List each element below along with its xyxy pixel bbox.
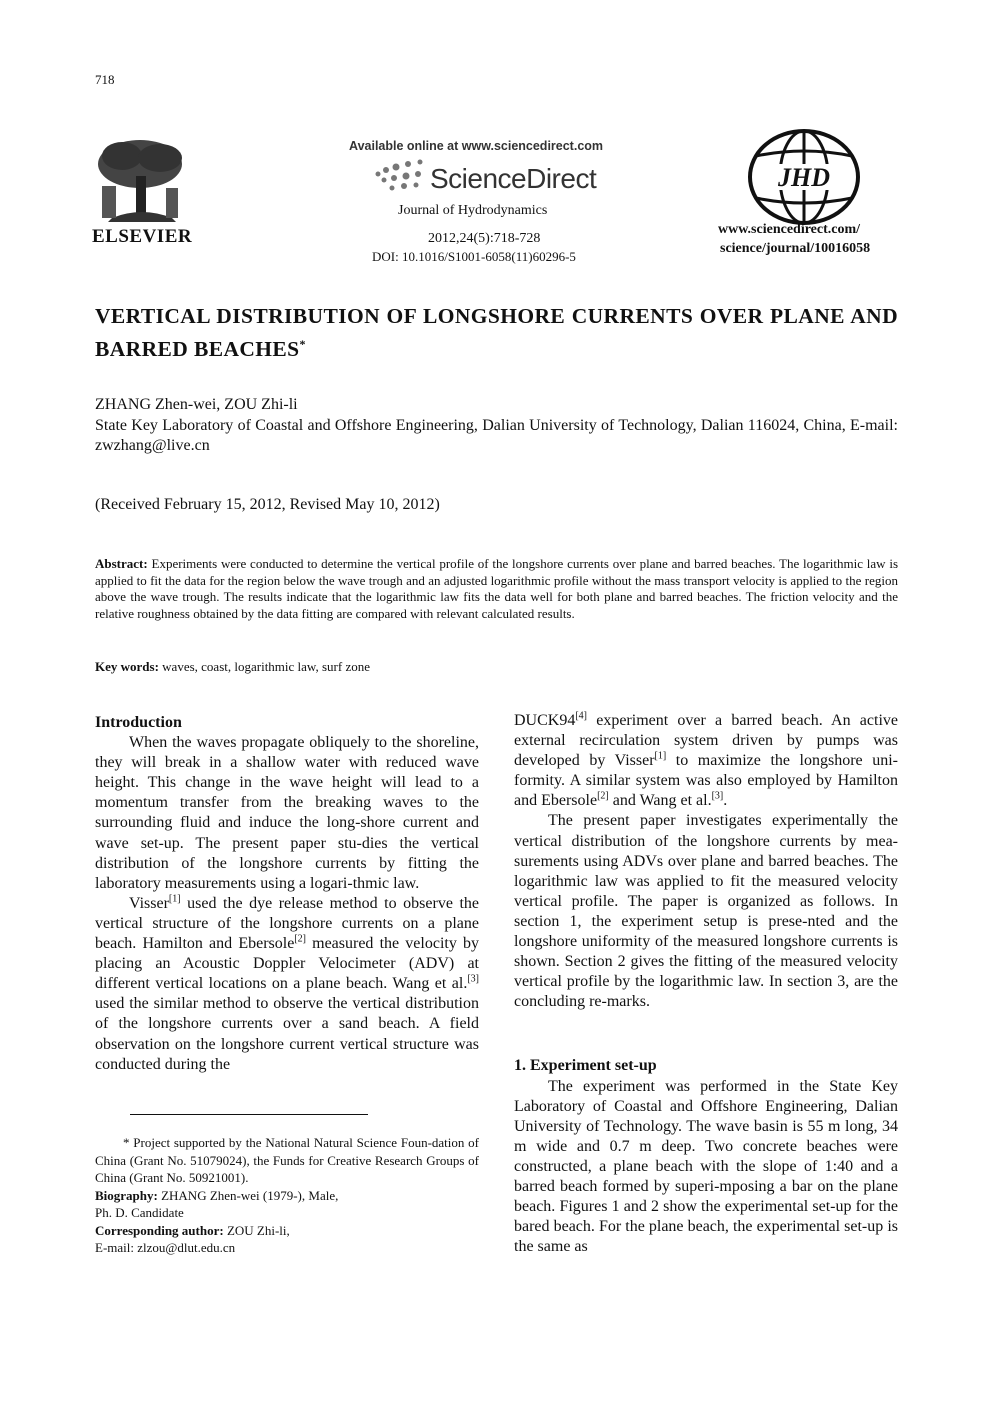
- intro-paragraph-3: DUCK94[4] experiment over a barred beach. An active external recirculation system driven by pumps was developed by Visser[1] to maximize the longshore uni-formity. A similar system was also employed by Hamilton and Ebersole[2] and Wang et al.[3].: [514, 710, 899, 810]
- biography-2: Ph. D. Candidate: [95, 1205, 184, 1220]
- introduction-heading: Introduction: [95, 714, 182, 731]
- sciencedirect-dots-icon: [372, 158, 430, 194]
- abstract: [95, 556, 898, 622]
- left-column: [95, 713, 479, 1075]
- citation-ref[interactable]: [4]: [575, 710, 588, 722]
- section-1-heading: 1. Experiment set-up: [514, 1057, 657, 1075]
- citation-ref[interactable]: [1]: [654, 750, 667, 762]
- keywords: [95, 659, 370, 675]
- biography: Biography: ZHANG Zhen-wei (1979-), Male,: [95, 1187, 339, 1203]
- affiliation: State Key Laboratory of Coastal and Offshore Engineering, Dalian University of Technology, Dalian 116024, China, E-mail: zwzhang@live.cn: [95, 417, 898, 454]
- citation-ref[interactable]: [2]: [597, 791, 609, 803]
- abstract-label: Abstract:: [95, 556, 148, 571]
- journal-name: Journal of Hydrodynamics: [398, 203, 548, 218]
- available-online-text: Available online at www.sciencedirect.com: [349, 139, 604, 153]
- corresponding-email: E-mail: zlzou@dlut.edu.cn: [95, 1240, 236, 1255]
- page-number: 718: [95, 72, 115, 87]
- corresponding-author: Corresponding author: ZOU Zhi-li,: [95, 1222, 290, 1238]
- footnote-divider: [130, 1114, 368, 1115]
- journal-url-line-2: science/journal/10016058: [720, 241, 871, 256]
- paper-title: [95, 302, 898, 363]
- section-1-paragraph-1: The experiment was performed in the State Key Laboratory of Coastal and Offshore Engineering, Dalian University of Technology. The wave basin is 55 m long, 34 m wide and 0.7 m deep. Two concrete beaches were constructed, a plane beach with the slope of 1:40 and a barred beach formed by superi-mposing a bar on the plane beach. Figures 1 and 2 show the experimental set-up for the bared beach. For the plane beach, the experimental set-up is the same as: [514, 1077, 898, 1256]
- paper-title-text: VERTICAL DISTRIBUTION OF LONGSHORE CURRENTS OVER PLANE AND BARRED BEACHES: [95, 304, 898, 362]
- publisher-name: ELSEVIER: [92, 226, 193, 247]
- right-column: [514, 711, 898, 1257]
- sciencedirect-wordmark: ScienceDirect: [430, 163, 597, 194]
- received-dates: (Received February 15, 2012, Revised May 10, 2012): [95, 496, 440, 513]
- title-footnote-mark: *: [299, 337, 306, 351]
- keywords-label: Key words:: [95, 659, 159, 674]
- jhd-logo-text: JHD: [778, 163, 830, 192]
- keywords-text: waves, coast, logarithmic law, surf zone: [162, 659, 370, 674]
- volume-info: 2012,24(5):718-728: [428, 231, 541, 246]
- doi: DOI: 10.1016/S1001-6058(11)60296-5: [372, 249, 576, 264]
- citation-ref[interactable]: [3]: [711, 791, 724, 803]
- citation-ref[interactable]: [3]: [467, 973, 479, 985]
- jhd-globe-logo: [748, 128, 860, 226]
- footnote: [95, 1134, 479, 1257]
- intro-paragraph-2: Visser[1] used the dye release method to observe the vertical structure of the longshore currents on a plane beach. Hamilton and Ebersole[2] measured the velocity by placing an Acoustic Doppler Velocimeter (ADV) at different vertical locations on a plane beach. Wang et al.[3] used the similar method to observe the vertical distribution of the longshore currents over a sand beach. A field observation on the longshore current vertical structure was conducted during the: [95, 893, 479, 1073]
- intro-paragraph-4: The present paper investigates experimentally the vertical distribution of the longshore currents by mea-surements using ADVs over plane and barred beaches. The logarithmic law was applied to fit the measured velocity vertical profile. The paper is organized as follows. In section 1, the experiment setup is prese-nted and the longshore uniformity of the measured longshore currents is shown. Section 2 gives the fitting of the measured velocity vertical profile by the logarithmic law. In section 3, are the concluding re-marks.: [514, 812, 898, 1011]
- authors: ZHANG Zhen-wei, ZOU Zhi-li: [95, 396, 298, 413]
- intro-paragraph-1: When the waves propagate obliquely to the shoreline, they will break in a shallow water with reduced wave height. This change in the wave height will lead to a momentum transfer from the breaking waves to the surrounding fluid and induce the long-shore current and wave set-up. The present paper stu-dies the vertical distribution of the longshore currents by fitting the laboratory measurements using a logari-thmic law.: [95, 734, 479, 892]
- abstract-text: Experiments were conducted to determine the vertical profile of the longshore currents over plane and barred beaches. The logarithmic law is applied to fit the data for the region below the wave trough and an adjusted logarithmic profile without the mass transport velocity is applied to the region above the wave trough. The results indicate that the logarithmic law fits the data well for both plane and barred beaches. The friction velocity and the relative roughness obtained by the data fitting are compared with relevant calculated results.: [95, 556, 898, 621]
- citation-ref[interactable]: [2]: [294, 933, 306, 945]
- funding-note: * Project supported by the National Natural Science Foun-dation of China (Grant No. 51079024), the Funds for Creative Research Groups of China (Grant No. 50921001).: [95, 1135, 479, 1185]
- journal-url-line-1: www.sciencedirect.com/: [718, 222, 861, 237]
- citation-ref[interactable]: [1]: [168, 893, 181, 905]
